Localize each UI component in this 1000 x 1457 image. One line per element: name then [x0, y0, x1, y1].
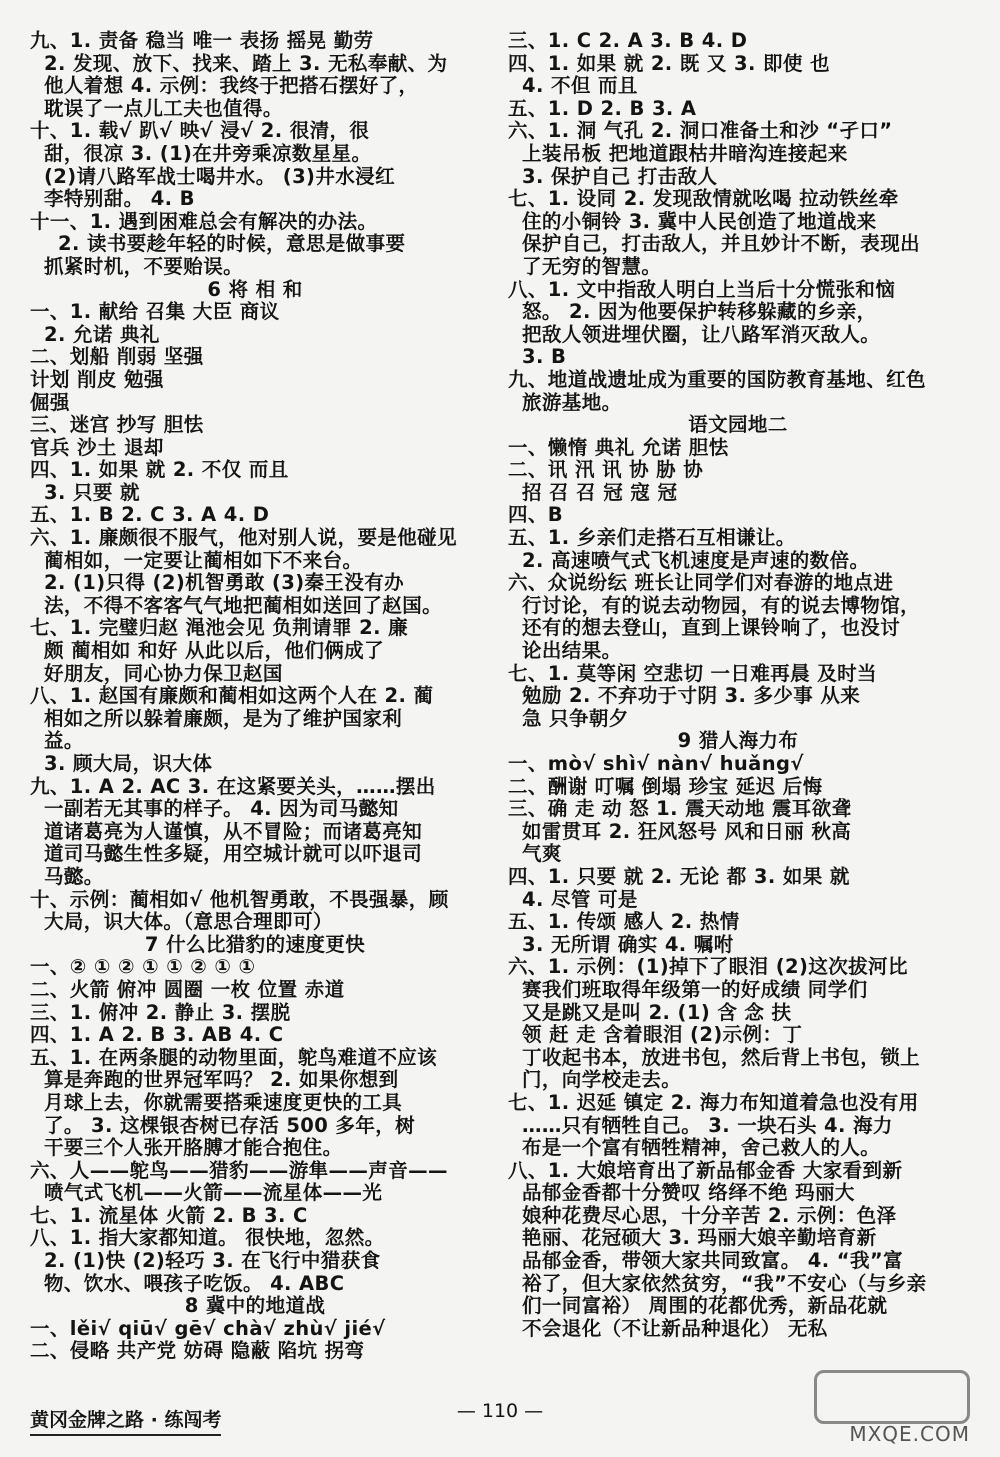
answer-line: 计划 削皮 勉强 [30, 368, 164, 391]
answer-line: 十、1. 载√ 趴√ 映√ 浸√ 2. 很清，很 [30, 120, 370, 143]
answer-line: 他人着想 4. 示例：我终于把搭石摆好了， [44, 75, 419, 98]
section-title: 语文园地二 [688, 414, 788, 437]
answer-line: 住的小铜铃 3. 冀中人民创造了地道战来 [522, 210, 877, 233]
answer-line: 八、1. 文中指敌人明白上当后十分慌张和恼 [508, 278, 896, 301]
answer-line: 八、1. 大娘培育出了新品郁金香 大家看到新 [508, 1159, 903, 1182]
answer-line: 益。 [44, 730, 84, 753]
section-title: 6 将 相 和 [207, 278, 303, 301]
section-title: 9 猎人海力布 [677, 730, 799, 753]
answer-line: 五、1. 传颂 感人 2. 热情 [508, 911, 740, 934]
watermark-url: MXQE.COM [849, 1422, 970, 1446]
answer-line: 保护自己，打击敌人，并且妙计不断，表现出 [522, 233, 921, 256]
answer-line: 喷气式飞机——火箭——流星体——光 [44, 1182, 383, 1205]
answer-line: 2. 发现、放下、找来、踏上 3. 无私奉献、为 [44, 52, 448, 75]
answer-line: 倔强 [30, 391, 70, 414]
answer-line: ……只有牺牲自己。 3. 一块石头 4. 海力 [522, 1114, 893, 1137]
answer-line: 四、1. 只要 就 2. 无论 都 3. 如果 就 [508, 865, 850, 888]
answer-line: 五、1. 乡亲们走搭石互相谦让。 [508, 527, 796, 550]
watermark [810, 1370, 980, 1450]
answer-line: 三、1. 俯冲 2. 静止 3. 摆脱 [30, 1001, 291, 1024]
answer-line: 裕了，但大家依然贫穷，“我”不安心（与乡亲 [522, 1272, 927, 1295]
answer-line: 八、1. 指大家都知道。 很快地，忽然。 [30, 1227, 385, 1250]
page-number: — 110 — [456, 1400, 544, 1422]
answer-line: 又是跳又是叫 2. (1) 含 念 扶 [522, 1001, 792, 1024]
answer-line: 一、1. 献给 召集 大臣 商议 [30, 301, 280, 324]
left-column [30, 30, 480, 1363]
answer-line: 马懿。 [44, 865, 104, 888]
answer-line: 五、1. 在两条腿的动物里面，鸵鸟难道不应该 [30, 1046, 438, 1069]
answer-line: 耽误了一点儿工夫也值得。 [44, 97, 283, 120]
answer-line: 怒。 2. 因为他要保护转移躲藏的乡亲， [522, 301, 877, 324]
section-title: 7 什么比猎豹的速度更快 [144, 933, 366, 956]
answer-line: 3. 顾大局，识大体 [44, 753, 213, 775]
answer-line: 官兵 沙土 退却 [30, 436, 164, 459]
answer-line: 气爽 [522, 843, 562, 866]
answer-line: 七、1. 莫等闲 空悲切 一日难再晨 及时当 [508, 662, 877, 685]
answer-line: 3. 只要 就 [44, 481, 140, 504]
answer-line: 干要三个人张开胳膊才能合抱住。 [44, 1137, 343, 1160]
answer-line: 如雷贯耳 2. 狂风怒号 风和日丽 秋高 [522, 820, 852, 843]
answer-line: 三、确 走 动 怒 1. 震天动地 震耳欲聋 [508, 798, 852, 821]
answer-line: 算是奔跑的世界冠军吗？ 2. 如果你想到 [44, 1069, 399, 1092]
answer-line: 一、② ① ② ① ① ② ① ① [30, 956, 256, 979]
answer-line: 八、1. 赵国有廉颇和蔺相如这两个人在 2. 蔺 [30, 685, 434, 708]
answer-line: 六、1. 廉颇很不服气，他对别人说，要是他碰见 [30, 527, 457, 550]
answer-line: 四、B [508, 504, 564, 527]
answer-line: 七、1. 流星体 火箭 2. B 3. C [30, 1204, 308, 1227]
answer-line: 颇 蔺相如 和好 从此以后，他们俩成了 [44, 640, 384, 663]
answer-line: 把敌人领进埋伏圈，让八路军消灭敌人。 [522, 323, 881, 346]
answer-line: 艳丽、花冠硕大 3. 玛丽大娘辛勤培育新 [522, 1227, 877, 1250]
answer-line: 甜，很凉 3. (1)在井旁乘凉数星星。 [44, 142, 372, 165]
answer-line: 门，向学校走去。 [522, 1069, 682, 1092]
answer-line: 道诸葛亮为人谨慎，从不冒险；而诸葛亮知 [44, 820, 423, 843]
watermark-logo [814, 1370, 970, 1424]
answer-line: 2. (1)快 (2)轻巧 3. 在飞行中猎获食 [44, 1250, 381, 1273]
answer-line: 勉励 2. 不弃功于寸阴 3. 多少事 从来 [522, 685, 861, 708]
answer-line: 十一、1. 遇到困难总会有解决的办法。 [30, 210, 378, 233]
answer-line: 二、讯 汛 讯 协 胁 协 [508, 459, 704, 482]
answer-line: 了无穷的智慧。 [522, 255, 662, 278]
answer-line: 五、1. B 2. C 3. A 4. D [30, 504, 270, 527]
answer-line: 娘种花费尽心思，十分辛苦 2. 示例：色泽 [522, 1204, 897, 1227]
answer-line: 李特别甜。 4. B [44, 188, 195, 211]
answer-line: 七、1. 完璧归赵 渑池会见 负荆请罪 2. 廉 [30, 617, 408, 640]
answer-line: 一、懒惰 典礼 允诺 胆怯 [508, 436, 729, 459]
answer-line: 一、lěi√ qiū√ gē√ chà√ zhù√ jié√ [30, 1317, 386, 1340]
answer-line: 2. 高速喷气式飞机速度是声速的数倍。 [522, 549, 870, 572]
series-title: 黄冈金牌之路 · 练闯考 [30, 1405, 221, 1436]
answer-line: 上装吊板 把地道跟枯井暗沟连接起来 [522, 142, 848, 165]
answer-line: 九、1. A 2. AC 3. 在这紧要关头，……摆出 [30, 775, 436, 798]
answer-line: 四、1. A 2. B 3. AB 4. C [30, 1024, 284, 1047]
answer-line: 七、1. 迟延 镇定 2. 海力布知道着急也没有用 [508, 1091, 919, 1114]
answer-line: 二、划船 削弱 坚强 [30, 346, 204, 369]
answer-line: 急 只争朝夕 [522, 707, 629, 730]
answer-line: 论出结果。 [522, 640, 622, 663]
answer-line: 法，不得不客客气气地把蔺相如送回了赵国。 [44, 594, 443, 617]
answer-line: 还有的想去登山，直到上课铃响了，也没讨 [522, 617, 901, 640]
answer-line: 2. 读书要趁年轻的时候，意思是做事要 [58, 233, 406, 256]
answer-line: 招 召 召 冠 寇 冠 [522, 481, 678, 504]
answer-line: 不会退化（不让新品种退化） 无私 [522, 1317, 828, 1340]
answer-line: 4. 尽管 可是 [522, 888, 638, 911]
answer-line: 六、1. 洞 气孔 2. 洞口准备土和沙 “孑口” [508, 120, 893, 143]
answer-line: 3. 无所谓 确实 4. 嘱咐 [522, 933, 734, 956]
answer-line: 物、饮水、喂孩子吃饭。 4. ABC [44, 1272, 345, 1295]
answer-line: 相如之所以躲着廉颇，是为了维护国家利 [44, 707, 403, 730]
answer-line: 2. 允诺 典礼 [44, 323, 160, 346]
answer-line: 品郁金香都十分赞叹 络绎不绝 玛丽大 [522, 1182, 855, 1205]
answer-line: (2)请八路军战士喝井水。 (3)井水浸红 [44, 165, 395, 188]
answer-line: 道司马懿生性多疑，用空城计就可以吓退司 [44, 843, 423, 866]
answer-line: 3. B [522, 346, 567, 369]
answer-line: 了。 3. 这棵银杏树已存活 500 多年，树 [44, 1114, 416, 1137]
answer-line: 旅游基地。 [522, 391, 622, 414]
answer-line: 布是一个富有牺牲精神，舍己救人的人。 [522, 1137, 881, 1160]
answer-line: 二、酬谢 叮嘱 倒塌 珍宝 延迟 后悔 [508, 775, 823, 798]
answer-line: 六、1. 示例：(1)掉下了眼泪 (2)这次拔河比 [508, 956, 908, 979]
answer-line: 二、侵略 共产党 妨碍 隐蔽 陷坑 拐弯 [30, 1340, 365, 1363]
answer-line: 好朋友，同心协力保卫赵国 [44, 662, 283, 685]
answer-line: 三、迷宫 抄写 胆怯 [30, 414, 204, 437]
answer-line: 2. (1)只得 (2)机智勇敢 (3)秦王没有办 [44, 572, 405, 595]
answer-line: 五、1. D 2. B 3. A [508, 97, 697, 120]
answer-line: 一副若无其事的样子。 4. 因为司马懿知 [44, 798, 399, 821]
answer-line: 丁收起书本，放进书包，然后背上书包，锁上 [522, 1046, 921, 1069]
answer-line: 九、1. 责备 稳当 唯一 表扬 摇晃 勤劳 [30, 30, 374, 52]
answer-line: 抓紧时机，不要贻误。 [44, 255, 244, 278]
answer-line: 月球上去，你就需要搭乘速度更快的工具 [44, 1091, 403, 1114]
answer-line: 三、1. C 2. A 3. B 4. D [508, 30, 748, 52]
answer-line: 一、mò√ shì√ nàn√ huǎng√ [508, 753, 804, 775]
answer-line: 四、1. 如果 就 2. 不仅 而且 [30, 459, 289, 482]
right-column [508, 30, 968, 1340]
answer-line: 六、人——鸵鸟——猎豹——游隼——声音—— [30, 1159, 448, 1182]
answer-line: 四、1. 如果 就 2. 既 又 3. 即使 也 [508, 52, 830, 75]
answer-line: 品郁金香，带领大家共同致富。 4. “我”富 [522, 1250, 903, 1273]
answer-line: 领 赶 走 含着眼泪 (2)示例：丁 [522, 1024, 803, 1047]
answer-line: 3. 保护自己 打击敌人 [522, 165, 718, 188]
answer-line: 4. 不但 而且 [522, 75, 638, 98]
answer-line: 行讨论，有的说去动物园，有的说去博物馆， [522, 594, 921, 617]
answer-line: 二、火箭 俯冲 圆圈 一枚 位置 赤道 [30, 978, 345, 1001]
answer-line: 九、地道战遗址成为重要的国防教育基地、红色 [508, 368, 926, 391]
answer-line: 大局，识大体。（意思合理即可） [44, 911, 333, 934]
answer-line: 赛我们班取得年级第一的好成绩 同学们 [522, 978, 868, 1001]
answer-line: 蔺相如，一定要让蔺相如下不来台。 [44, 549, 363, 572]
section-title: 8 冀中的地道战 [184, 1295, 326, 1318]
answer-line: 六、众说纷纭 班长让同学们对春游的地点进 [508, 572, 894, 595]
answer-line: 十、示例：蔺相如√ 他机智勇敢，不畏强暴，顾 [30, 888, 449, 911]
answer-line: 们一同富裕） 周围的花都优秀，新品花就 [522, 1295, 888, 1318]
answer-line: 七、1. 设同 2. 发现敌情就吆喝 拉动铁丝牵 [508, 188, 899, 211]
